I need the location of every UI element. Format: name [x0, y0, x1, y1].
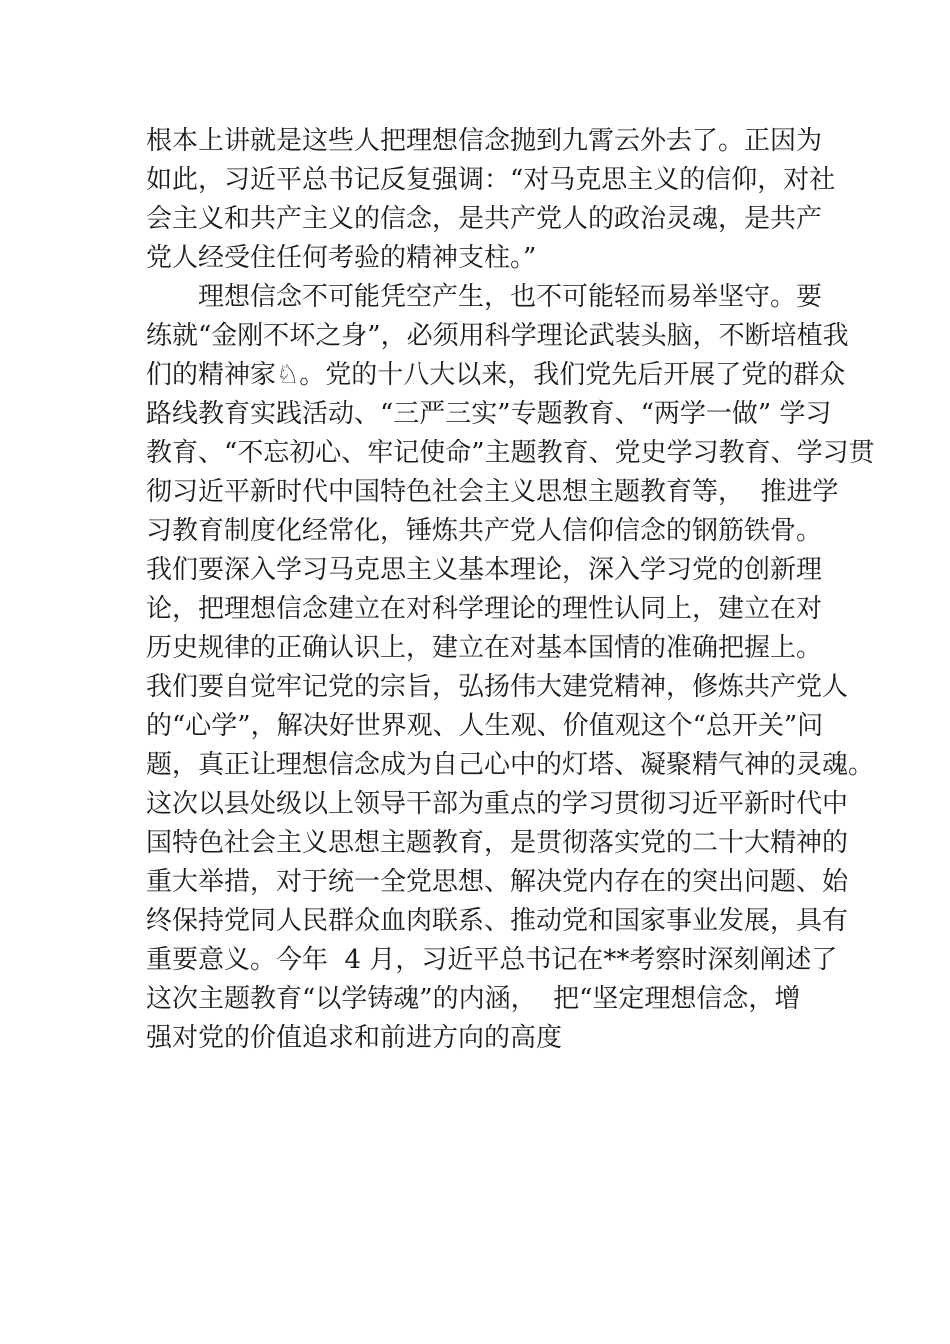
text-line-23: 这次主题教育“以学铸魂”的内涵， 把“坚定理想信念，增: [146, 984, 801, 1014]
text-line-8: 路线教育实践活动、“三严三实”专题教育、“两学一做” 学习: [146, 399, 832, 429]
text-line-14: 历史规律的正确认识上，建立在对基本国情的准确把握上。: [146, 633, 823, 663]
text-line-3: 会主义和共产主义的信念，是共产党人的政治灵魂，是共产: [146, 204, 823, 234]
text-line-1: 根本上讲就是这些人把理想信念抛到九霄云外去了。正因为: [146, 126, 823, 156]
text-line-12: 我们要深入学习马克思主义基本理论，深入学习党的创新理: [146, 555, 823, 585]
text-line-19: 国特色社会主义思想主题教育，是贯彻落实党的二十大精神的: [146, 828, 849, 858]
text-line-16: 的“心学”，解决好世界观、人生观、价值观这个“总开关”问: [146, 711, 824, 741]
text-line-15: 我们要自觉牢记党的宗旨，弘扬伟大建党精神，修炼共产党人: [146, 672, 849, 702]
text-line-11: 习教育制度化经常化，锤炼共产党人信仰信念的钢筋铁骨。: [146, 516, 823, 546]
text-line-4: 党人经受住任何考验的精神支柱。”: [146, 243, 537, 273]
text-line-2: 如此，习近平总书记反复强调：“对马克思主义的信仰，对社: [146, 165, 836, 195]
text-line-22: 重要意义。今年 4 月，习近平总书记在**考察时深刻阐述了: [146, 945, 838, 975]
text-line-10: 彻习近平新时代中国特色社会主义思想主题教育等， 推进学: [146, 477, 839, 507]
text-line-6: 练就“金刚不坏之身”，必须用科学理论武装头脑，不断培植我: [146, 321, 849, 351]
text-line-5: 理想信念不可能凭空产生，也不可能轻而易举坚守。要: [198, 282, 823, 312]
text-line-9: 教育、“不忘初心、牢记使命”主题教育、党史学习教育、学习贯: [146, 438, 875, 468]
text-line-17: 题，真正让理想信念成为自己心中的灯塔、凝聚精气神的灵魂。: [146, 750, 875, 780]
text-line-20: 重大举措，对于统一全党思想、解决党内存在的突出问题、始: [146, 867, 849, 897]
text-line-7: 们的精神家♘。党的十八大以来，我们党先后开展了党的群众: [146, 360, 846, 390]
text-line-21: 终保持党同人民群众血肉联系、推动党和国家事业发展，具有: [146, 906, 849, 936]
text-line-13: 论，把理想信念建立在对科学理论的理性认同上，建立在对: [146, 594, 823, 624]
text-line-24: 强对党的价值追求和前进方向的高度: [146, 1023, 563, 1053]
text-line-18: 这次以县处级以上领导干部为重点的学习贯彻习近平新时代中: [146, 789, 849, 819]
body-text: [146, 122, 875, 1058]
